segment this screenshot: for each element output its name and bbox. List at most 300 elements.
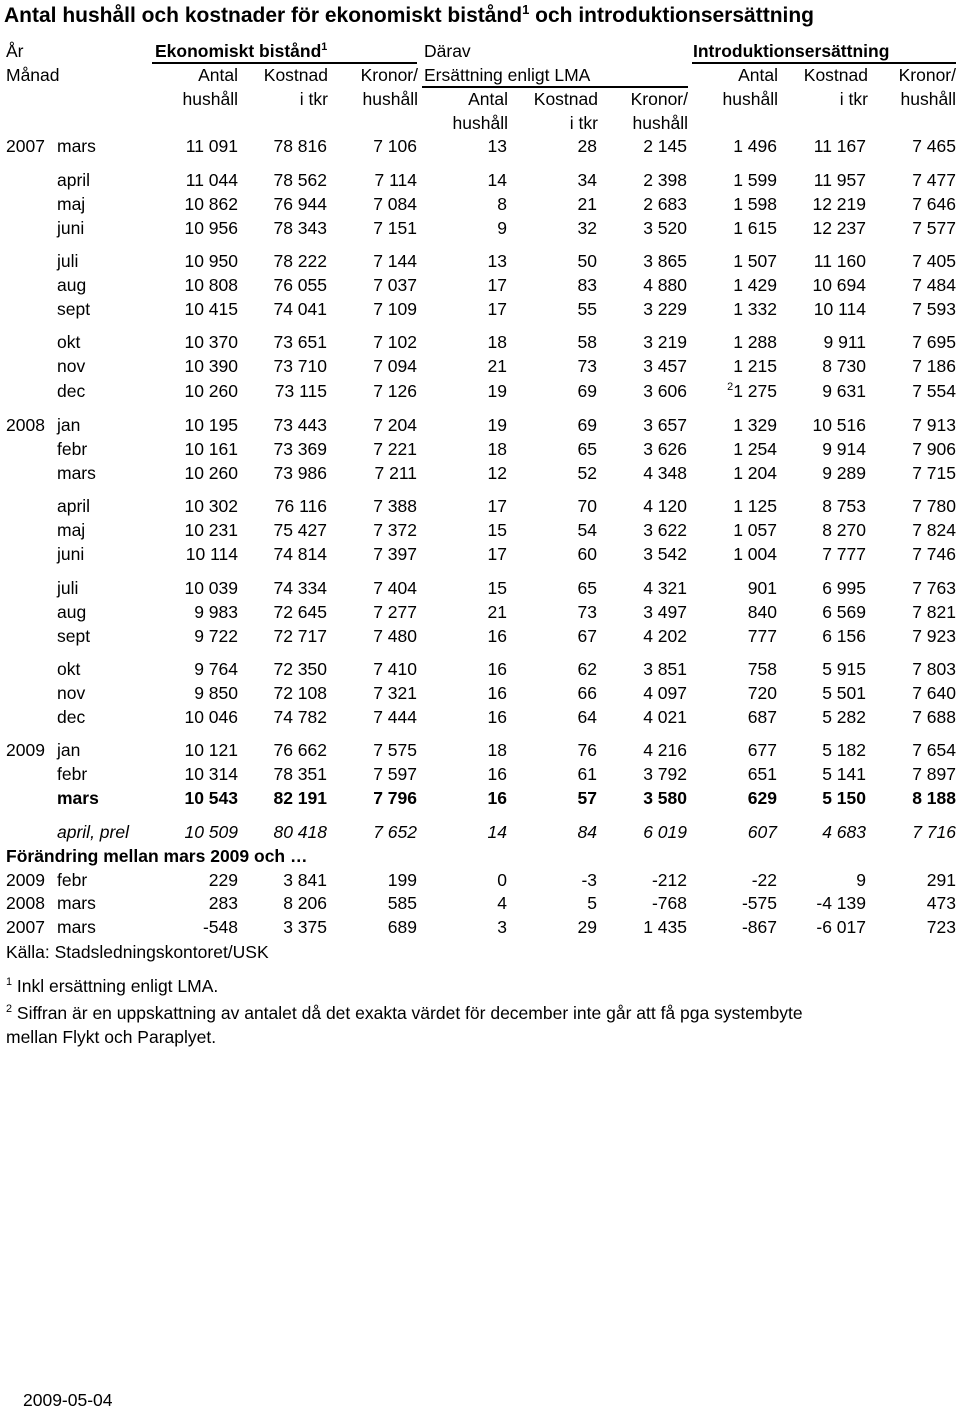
table-cell: 29 [577,917,597,937]
table-cell: 12 219 [812,194,866,214]
table-cell: 74 814 [273,544,327,564]
table-cell: 10 195 [184,415,238,435]
table-cell: 2 683 [643,194,687,214]
table-cell: 10 161 [184,439,238,459]
table-cell: -6 017 [816,917,866,937]
table-cell: 3 520 [643,218,687,238]
table-cell: 7 906 [912,439,956,459]
table-cell: 12 237 [812,218,866,238]
table-cell: 3 626 [643,439,687,459]
table-cell: 6 569 [822,602,866,622]
table-cell: 4 [497,893,507,913]
table-cell: -4 139 [816,893,866,913]
table-cell: 7 404 [373,578,417,598]
table-cell: 3 [497,917,507,937]
table-cell: 7 796 [373,788,417,808]
table-cell: 229 [208,870,238,890]
table-cell: 74 782 [273,707,327,727]
table-cell: 55 [577,299,597,319]
header-kronor-hushall-lma: hushåll [632,113,688,133]
table-cell: 72 645 [273,602,327,622]
table-cell: 62 [577,659,597,679]
table-cell: 6 156 [822,626,866,646]
table-cell: 17 [487,299,507,319]
table-cell: 10 543 [184,788,238,808]
table-cell: 73 [577,356,597,376]
row-month: nov [57,356,86,376]
header-kronor-hushall-intro: hushåll [900,89,956,109]
table-cell: 10 808 [184,275,238,295]
table-cell: 80 418 [273,822,327,842]
table-cell: 4 120 [643,496,687,516]
header-antal-1: Antal [198,65,238,85]
table-cell: 21 [487,602,507,622]
table-cell: 7 410 [373,659,417,679]
table-cell: 9 722 [194,626,238,646]
row-month: sept [57,299,91,319]
table-cell: -867 [741,917,777,937]
source: Källa: Stadsledningskontoret/USK [6,942,269,962]
table-cell: 58 [577,332,597,352]
table-cell: 61 [577,764,597,784]
table-cell: 78 351 [273,764,327,784]
table-cell: 3 606 [643,381,687,401]
table-cell: 76 944 [273,194,327,214]
table-cell: 10 260 [184,381,238,401]
table-cell: 5 [587,893,597,913]
header-hushall-lma: hushåll [452,113,508,133]
row-year: 2007 [6,136,45,156]
table-cell: 8 [497,194,507,214]
table-cell: 67 [577,626,597,646]
table-cell: 15 [487,520,507,540]
header-itkr-lma: i tkr [569,113,598,133]
table-cell: 11 091 [185,136,238,156]
table-cell: 4 216 [643,740,687,760]
table-cell: 4 321 [643,578,687,598]
table-cell: 73 443 [273,415,327,435]
table-cell: 12 [487,463,507,483]
row-month: aug [57,275,87,295]
table-cell: 7 477 [912,170,956,190]
row-month: juni [57,218,85,238]
table-cell: 283 [208,893,238,913]
table-cell: 7 397 [373,544,417,564]
table-cell: 6 995 [822,578,866,598]
table-cell: 3 375 [283,917,327,937]
table-cell: 11 044 [185,170,238,190]
table-cell: 10 121 [184,740,238,760]
footnote-1: $^1$ Inkl ersättning enligt LMA. [6,976,219,996]
table-cell: 7 763 [912,578,956,598]
table-cell: 69 [577,381,597,401]
table-cell: 54 [577,520,597,540]
footnote-2: $^2$ Siffran är en uppskattning av antalet då det exakta värdet för december inte går att få pga systembyte [6,1003,803,1023]
table-cell: 8 753 [822,496,866,516]
table-cell: 3 851 [643,659,687,679]
table-cell: 82 191 [273,788,327,808]
table-cell: 76 116 [274,496,327,516]
table-cell: 1 435 [643,917,687,937]
table-cell: 11 160 [813,251,866,271]
table-cell: 7 109 [373,299,417,319]
table-cell: 74 041 [273,299,327,319]
table-cell: 7 554 [912,381,956,401]
row-month: febr [57,439,88,459]
table-cell: 473 [926,893,956,913]
table-cell: 1 332 [733,299,777,319]
table-cell: 5 501 [822,683,866,703]
page-title: Antal hushåll och kostnader för ekonomiskt bistånd$^1$ och introduktionsersättning [4,2,815,27]
table-cell: 10 260 [184,463,238,483]
header-hushall-intro: hushåll [722,89,778,109]
row-month: mars [57,893,96,913]
table-cell: 7 577 [912,218,956,238]
table-cell: -575 [741,893,777,913]
table-cell: 10 415 [184,299,238,319]
table-cell: -768 [651,893,687,913]
table-cell: 1 125 [733,496,777,516]
table-cell: 18 [487,332,507,352]
table-cell: 9 983 [194,602,238,622]
table-cell: 16 [487,788,507,808]
table-cell: 73 369 [273,439,327,459]
footnote-ref: 2 [727,381,734,394]
table-cell: 10 950 [184,251,238,271]
header-ar: År [6,41,24,61]
table-cell: 7 102 [373,332,417,352]
table-cell: 7 746 [912,544,956,564]
row-year: 2007 [6,917,45,937]
row-month: mars [57,136,96,156]
table-cell: 1 507 [733,251,777,271]
change-heading: Förändring mellan mars 2009 och … [6,846,308,866]
table-cell: 4 683 [822,822,866,842]
table-cell: 777 [747,626,777,646]
row-month: jan [57,740,81,760]
table-cell: 16 [487,707,507,727]
row-month: okt [57,332,81,352]
table-cell: 7 186 [912,356,956,376]
table-cell: 7 114 [374,170,417,190]
row-month: juli [57,251,79,271]
header-ekonomiskt-bistand: Ekonomiskt bistånd$^1$ [155,41,328,61]
table-cell: 8 188 [912,788,956,808]
table-cell: 17 [487,275,507,295]
table-cell: 14 [487,822,507,842]
table-cell: 7 480 [373,626,417,646]
table-cell: 76 662 [273,740,327,760]
table-cell: 72 717 [273,626,327,646]
row-month: mars [57,917,96,937]
table-cell: 10 231 [184,520,238,540]
table-cell: 9 [856,870,866,890]
table-cell: 7 654 [912,740,956,760]
table-cell: 18 [487,740,507,760]
table-cell: 7 106 [373,136,417,156]
table-cell: 8 206 [283,893,327,913]
table-cell: 78 222 [273,251,327,271]
table-cell: 651 [747,764,777,784]
row-month: juni [57,544,85,564]
table-cell: 8 730 [822,356,866,376]
header-kostnad-1: Kostnad [263,65,328,85]
row-month: maj [57,520,86,540]
row-month: sept [57,626,91,646]
header-darav: Därav [424,41,471,61]
table-cell: 1 254 [733,439,777,459]
table-cell: 7 688 [912,707,956,727]
table-cell: 19 [487,415,507,435]
table-cell: 10 956 [184,218,238,238]
table-cell: 7 484 [912,275,956,295]
row-month: nov [57,683,86,703]
table-cell: 7 824 [912,520,956,540]
row-month: mars [57,463,96,483]
table-cell: 1 057 [733,520,777,540]
table-cell: 19 [487,381,507,401]
table-cell: 9 [497,218,507,238]
table-cell: 585 [387,893,417,913]
table-cell: 50 [577,251,597,271]
table-cell: 677 [747,740,777,760]
table-cell: 7 913 [912,415,956,435]
table-cell: 10 039 [184,578,238,598]
table-cell: 7 780 [912,496,956,516]
row-month: maj [57,194,86,214]
table-cell: 10 046 [184,707,238,727]
table-cell: 7 695 [912,332,956,352]
header-ersattning-lma: Ersättning enligt LMA [424,65,591,85]
row-month: okt [57,659,81,679]
table-cell: 7 037 [373,275,417,295]
table-cell: 7 151 [373,218,417,238]
row-month: april [57,170,91,190]
table-cell: 5 141 [822,764,866,784]
table-cell: 10 862 [184,194,238,214]
table-cell: 11 957 [813,170,866,190]
table-cell: 7 897 [912,764,956,784]
table-cell: 3 497 [643,602,687,622]
table-cell: 18 [487,439,507,459]
table-cell: -212 [651,870,687,890]
table-cell: 4 021 [643,707,687,727]
table-cell: 66 [577,683,597,703]
table-cell: 2 398 [643,170,687,190]
row-month: dec [57,707,86,727]
table-cell: 7 575 [373,740,417,760]
header-kronor-1: Kronor/ [360,65,418,85]
table-cell: 73 115 [274,381,327,401]
table-cell: 7 597 [373,764,417,784]
table-cell: 629 [747,788,777,808]
table-cell: 7 204 [373,415,417,435]
header-antal-lma: Antal [468,89,508,109]
table-cell: 3 580 [643,788,687,808]
table-cell: 10 302 [184,496,238,516]
table-cell: 840 [747,602,777,622]
table-cell: 72 350 [273,659,327,679]
table-cell: 4 880 [643,275,687,295]
row-month: juli [57,578,79,598]
table-cell: 52 [577,463,597,483]
table-cell: 10 114 [813,299,866,319]
table-cell: -548 [202,917,238,937]
table-cell: 9 631 [822,381,866,401]
date: 2009-05-04 [23,1390,113,1410]
table-cell: 7 646 [912,194,956,214]
row-month: mars [57,788,99,808]
table-cell: 78 816 [273,136,327,156]
table-cell: 8 270 [822,520,866,540]
table-cell: 16 [487,683,507,703]
table-cell: 10 694 [812,275,866,295]
table-cell: 13 [487,251,507,271]
table-cell: 1 615 [733,218,777,238]
table-cell: 84 [577,822,597,842]
table-cell: 7 715 [912,463,956,483]
row-year: 2009 [6,740,45,760]
table-cell: 69 [577,415,597,435]
table-cell: 10 509 [184,822,238,842]
table-cell: 4 348 [643,463,687,483]
table-cell: 0 [497,870,507,890]
row-month: febr [57,870,88,890]
table-cell: 10 370 [184,332,238,352]
table-cell: 15 [487,578,507,598]
table-cell: 5 915 [822,659,866,679]
table-cell: 7 465 [912,136,956,156]
table-cell: 64 [577,707,597,727]
table-cell: 4 097 [643,683,687,703]
header-itkr-1: i tkr [299,89,328,109]
table-cell: 7 126 [373,381,417,401]
table-cell: 720 [747,683,777,703]
row-year: 2008 [6,893,45,913]
row-year: 2008 [6,415,45,435]
row-month: jan [57,415,81,435]
table-cell: 60 [577,544,597,564]
table-cell: 2 145 [643,136,687,156]
table-cell: 16 [487,626,507,646]
table-cell: 17 [487,496,507,516]
table-cell: 28 [577,136,597,156]
row-month: dec [57,381,86,401]
header-manad: Månad [6,65,60,85]
table-cell: 7 144 [373,251,417,271]
table-cell: 1 429 [733,275,777,295]
table-cell: 10 114 [185,544,238,564]
table-cell: 199 [387,870,417,890]
header-kostnad-lma: Kostnad [533,89,598,109]
table-cell: 9 911 [823,332,866,352]
header-antal-intro: Antal [738,65,778,85]
table-cell: 74 334 [273,578,327,598]
table-cell: 7 593 [912,299,956,319]
table-cell: 3 457 [643,356,687,376]
table-cell: 1 598 [733,194,777,214]
table-cell: 72 108 [273,683,327,703]
table-cell: 21 [577,194,597,214]
table-cell: 1 288 [733,332,777,352]
row-month: febr [57,764,88,784]
table-cell: 76 [577,740,597,760]
table-cell: 21 [487,356,507,376]
table-cell: 7 405 [912,251,956,271]
table-cell: 70 [577,496,597,516]
table-cell: 7 640 [912,683,956,703]
table-cell: 3 542 [643,544,687,564]
table-cell: 7 821 [912,602,956,622]
header-kronor-intro: Kronor/ [898,65,956,85]
table-cell: 3 229 [643,299,687,319]
table-cell: 73 [577,602,597,622]
table-cell: 1 599 [733,170,777,190]
row-month: aug [57,602,87,622]
table-cell: 7 372 [373,520,417,540]
table-cell: 9 850 [194,683,238,703]
table-cell: 3 865 [643,251,687,271]
table-cell: 17 [487,544,507,564]
table-cell: 14 [487,170,507,190]
table-cell: 7 803 [912,659,956,679]
table-cell: 5 150 [822,788,866,808]
header-kronor-lma: Kronor/ [630,89,688,109]
table-cell: 687 [747,707,777,727]
table-cell: 5 182 [822,740,866,760]
header-hushall-1: hushåll [182,89,238,109]
table-cell: 78 562 [273,170,327,190]
table-cell: 34 [577,170,597,190]
table-cell: 9 914 [822,439,866,459]
table-cell: 10 314 [184,764,238,784]
table-cell: 9 289 [822,463,866,483]
table-cell: 7 094 [373,356,417,376]
table-cell: 4 202 [643,626,687,646]
table-cell: 1 496 [733,136,777,156]
table-cell: 10 516 [812,415,866,435]
table-cell: 9 764 [194,659,238,679]
table-cell: 7 211 [374,463,417,483]
table-cell: 16 [487,659,507,679]
table-cell: 32 [577,218,597,238]
row-year: 2009 [6,870,45,890]
table-cell: 6 019 [643,822,687,842]
table-cell: 13 [487,136,507,156]
table-cell: 65 [577,578,597,598]
table-cell: 901 [747,578,777,598]
table-cell: 10 390 [184,356,238,376]
table-cell: 3 657 [643,415,687,435]
table-cell: 7 221 [373,439,417,459]
table-cell: 73 986 [273,463,327,483]
table-cell: 7 923 [912,626,956,646]
table-cell: 75 427 [273,520,327,540]
table-cell: 1 329 [733,415,777,435]
table-cell: 607 [747,822,777,842]
table-cell: $^2$1 275 [727,381,777,401]
table-cell: 11 167 [813,136,866,156]
table-cell: 7 652 [373,822,417,842]
table-cell: 73 651 [273,332,327,352]
table-cell: 1 215 [733,356,777,376]
row-month: april [57,496,91,516]
table-cell: 291 [926,870,956,890]
table-cell: 5 282 [822,707,866,727]
table-cell: 7 084 [373,194,417,214]
row-month: april, prel [57,822,129,842]
table-cell: 7 388 [373,496,417,516]
